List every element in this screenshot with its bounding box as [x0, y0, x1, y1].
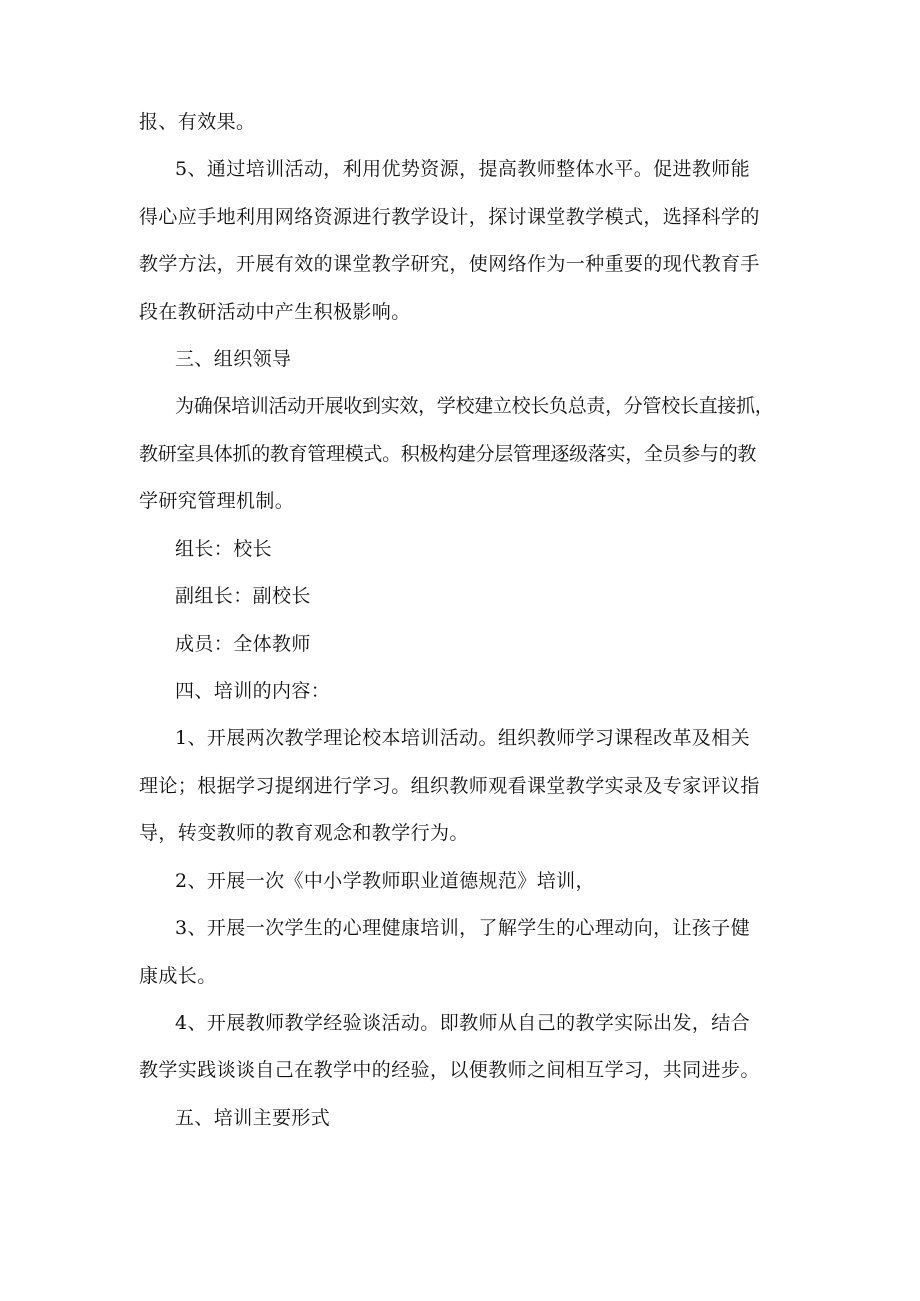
paragraph-line: 导，转变教师的教育观念和教学行为。	[139, 822, 469, 844]
paragraph-line: 康成长。	[139, 965, 217, 987]
paragraph-line: 成员：全体教师	[175, 633, 311, 655]
paragraph-line: 为确保培训活动开展收到实效，学校建立校长负总责，分管校长直接抓，	[175, 395, 774, 417]
paragraph-line: 教学方法，开展有效的课堂教学研究，使网络作为一种重要的现代教育手	[139, 253, 760, 275]
paragraph-line: 3、开展一次学生的心理健康培训，了解学生的心理动向，让孩子健	[175, 917, 751, 939]
paragraph-line: 2、开展一次《中小学教师职业道德规范》培训，	[175, 870, 595, 892]
paragraph-line: 报、有效果。	[139, 111, 256, 133]
section-heading: 五、培训主要形式	[175, 1107, 331, 1129]
paragraph-line: 4、开展教师教学经验谈活动。即教师从自己的教学实际出发，结合	[175, 1012, 751, 1034]
paragraph-line: 1、开展两次教学理论校本培训活动。组织教师学习课程改革及相关	[175, 727, 751, 749]
paragraph-line: 教学实践谈谈自己在教学中的经验，以便教师之间相互学习，共同进步。	[139, 1059, 760, 1081]
paragraph-line: 教研室具体抓的教育管理模式。积极构建分层管理逐级落实，全员参与的教	[139, 443, 757, 465]
paragraph-line: 得心应手地利用网络资源进行教学设计，探讨课堂教学模式，选择科学的	[139, 206, 760, 228]
paragraph-line: 学研究管理机制。	[139, 490, 295, 512]
paragraph-line: 段在教研活动中产生积极影响。	[139, 301, 411, 323]
paragraph-line: 理论；根据学习提纲进行学习。组织教师观看课堂教学实录及专家评议指	[139, 775, 760, 797]
paragraph-line: 5、通过培训活动，利用优势资源，提高教师整体水平。促进教师能	[175, 158, 751, 180]
paragraph-line: 副组长：副校长	[175, 585, 311, 607]
section-heading: 四、培训的内容：	[175, 680, 331, 702]
section-heading: 三、组织领导	[175, 348, 292, 370]
paragraph-line: 组长：校长	[175, 538, 273, 560]
